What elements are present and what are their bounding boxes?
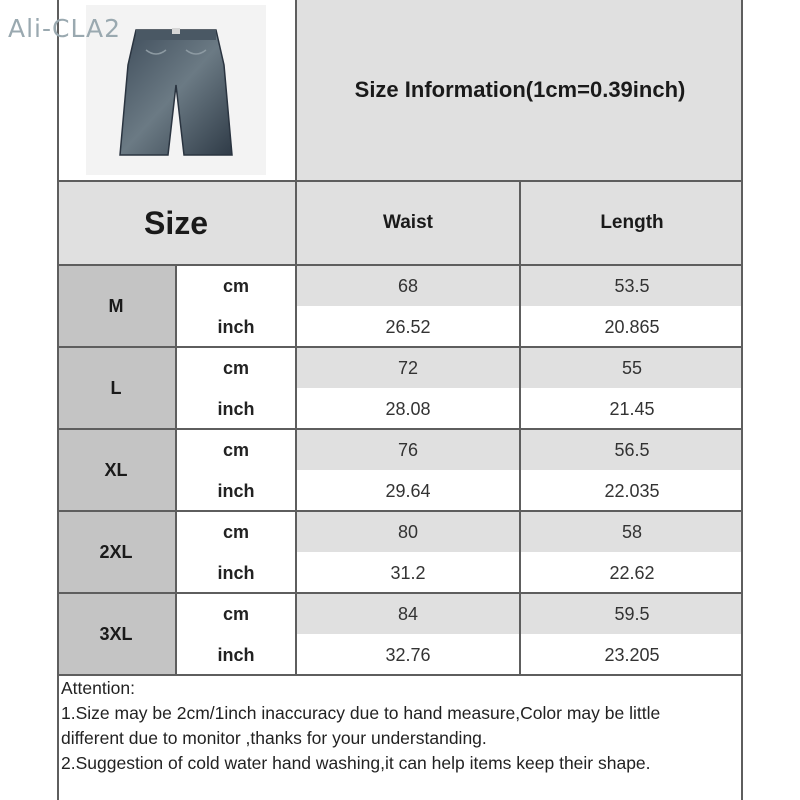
value-cell xyxy=(297,348,519,388)
unit-cell xyxy=(177,594,295,634)
unit-cm: cm xyxy=(222,603,249,624)
size-label-cell xyxy=(57,348,175,428)
unit-inch: inch xyxy=(217,480,255,501)
waist-header-cell xyxy=(297,182,519,264)
size-label: L xyxy=(110,377,122,398)
value-cell xyxy=(521,554,743,592)
value-cell xyxy=(521,512,743,552)
size-label-cell xyxy=(57,430,175,510)
attention-line: 2.Suggestion of cold water hand washing,it can help items keep their shape. xyxy=(61,753,651,773)
value-cell xyxy=(297,266,519,306)
waist-inch: 29.64 xyxy=(385,480,431,501)
length-cm: 59.5 xyxy=(614,603,650,624)
waist-cm: 84 xyxy=(397,603,419,624)
length-cm: 58 xyxy=(621,521,643,542)
value-cell xyxy=(297,390,519,428)
length-inch: 21.45 xyxy=(609,398,655,419)
attention-notes xyxy=(61,676,737,776)
unit-cm: cm xyxy=(222,521,249,542)
size-label-cell xyxy=(57,266,175,346)
size-header-cell xyxy=(57,182,295,264)
length-header: Length xyxy=(600,212,664,233)
unit-inch: inch xyxy=(217,398,255,419)
value-cell xyxy=(297,554,519,592)
length-cm: 53.5 xyxy=(614,275,650,296)
value-cell xyxy=(521,430,743,470)
size-label-cell xyxy=(57,594,175,674)
waist-cm: 72 xyxy=(397,357,419,378)
value-cell xyxy=(297,636,519,674)
grid-line xyxy=(295,0,297,674)
unit-cell xyxy=(177,390,295,428)
unit-cell xyxy=(177,636,295,674)
unit-cell xyxy=(177,430,295,470)
attention-heading: Attention: xyxy=(61,678,135,698)
length-cm: 55 xyxy=(621,357,643,378)
length-inch: 23.205 xyxy=(604,644,660,665)
value-cell xyxy=(521,348,743,388)
value-cell xyxy=(521,308,743,346)
value-cell xyxy=(521,472,743,510)
size-label: 3XL xyxy=(99,623,133,644)
unit-cm: cm xyxy=(222,439,249,460)
attention-line: 1.Size may be 2cm/1inch inaccuracy due to hand measure,Color may be little xyxy=(61,703,661,723)
value-cell xyxy=(297,430,519,470)
size-info-title-cell xyxy=(297,0,743,180)
unit-inch: inch xyxy=(217,562,255,583)
size-label: XL xyxy=(104,459,128,480)
value-cell xyxy=(297,594,519,634)
value-cell xyxy=(521,594,743,634)
grid-line xyxy=(57,346,743,348)
length-header-cell xyxy=(521,182,743,264)
waist-inch: 32.76 xyxy=(385,644,431,665)
unit-inch: inch xyxy=(217,644,255,665)
grid-line xyxy=(57,428,743,430)
waist-inch: 31.2 xyxy=(390,562,426,583)
length-inch: 20.865 xyxy=(604,316,660,337)
unit-cm: cm xyxy=(222,357,249,378)
size-chart xyxy=(57,0,743,800)
size-label-cell xyxy=(57,512,175,592)
unit-cell xyxy=(177,348,295,388)
grid-line xyxy=(57,592,743,594)
length-inch: 22.62 xyxy=(609,562,655,583)
waist-cm: 68 xyxy=(397,275,419,296)
attention-line: different due to monitor ,thanks for your understanding. xyxy=(61,728,487,748)
waist-header: Waist xyxy=(383,212,433,233)
unit-cell xyxy=(177,472,295,510)
size-info-title: Size Information(1cm=0.39inch) xyxy=(354,77,686,102)
waist-cm: 76 xyxy=(397,439,419,460)
value-cell xyxy=(297,308,519,346)
unit-cm: cm xyxy=(222,275,249,296)
value-cell xyxy=(521,266,743,306)
waist-inch: 26.52 xyxy=(385,316,431,337)
watermark: Ali-CLA2 xyxy=(8,14,121,43)
length-inch: 22.035 xyxy=(604,480,660,501)
grid-line xyxy=(57,510,743,512)
value-cell xyxy=(297,512,519,552)
grid-line xyxy=(175,266,177,674)
size-header: Size xyxy=(143,204,209,241)
grid-line xyxy=(741,0,743,800)
unit-cell xyxy=(177,266,295,306)
grid-line xyxy=(57,0,59,800)
grid-line xyxy=(57,180,743,182)
value-cell xyxy=(521,636,743,674)
value-cell xyxy=(521,390,743,428)
unit-inch: inch xyxy=(217,316,255,337)
size-label: M xyxy=(108,295,124,316)
size-label: 2XL xyxy=(99,541,133,562)
grid-line xyxy=(57,264,743,266)
waist-cm: 80 xyxy=(397,521,419,542)
unit-cell xyxy=(177,512,295,552)
value-cell xyxy=(297,472,519,510)
unit-cell xyxy=(177,308,295,346)
length-cm: 56.5 xyxy=(614,439,650,460)
unit-cell xyxy=(177,554,295,592)
waist-inch: 28.08 xyxy=(385,398,431,419)
